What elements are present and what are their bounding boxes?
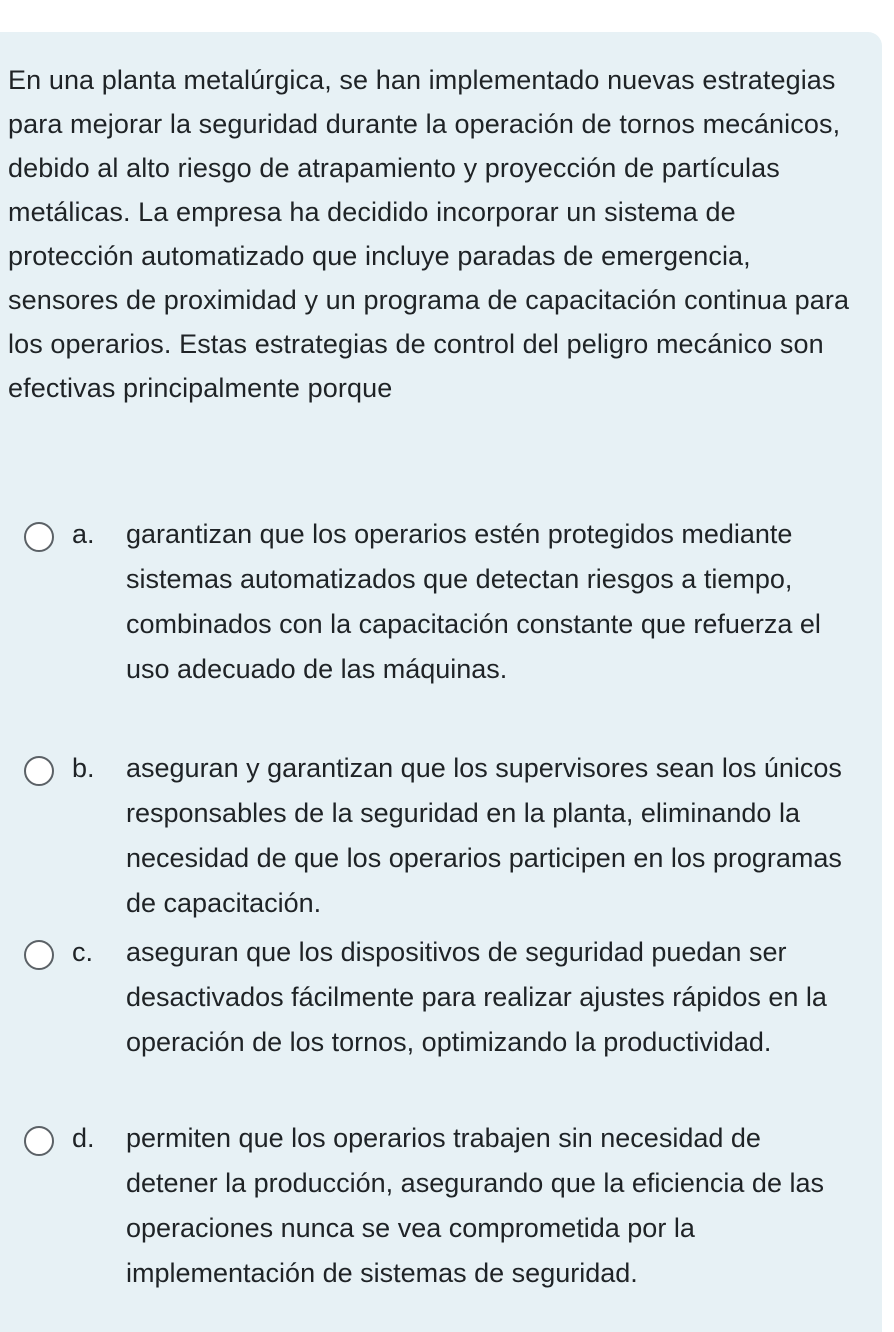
radio-button-c[interactable]	[24, 940, 54, 970]
question-text: En una planta metalúrgica, se han implementado nuevas estrategias para mejorar la seguridad durante la operación de tornos mecánicos, debido al alto riesgo de atrapamiento y proyección de partículas metálicas. La empresa ha decidido incorporar un sistema de protección automatizado que incluye paradas de emergencia, sensores de proximidad y un programa de capacitación continua para los operarios. Estas estrategias de control del peligro mecánico son efectivas principalmente porque	[8, 65, 850, 403]
option-letter-c: c.	[72, 937, 94, 967]
radio-button-a[interactable]	[24, 522, 54, 552]
option-letter-b: b.	[72, 753, 95, 783]
option-text-d[interactable]: permiten que los operarios trabajen sin necesidad de detener la producción, asegurando que la eficiencia de las operaciones nunca se vea comprometida por la implementación de sistemas de seguridad.	[126, 1123, 824, 1288]
option-text-c[interactable]: aseguran que los dispositivos de seguridad puedan ser desactivados fácilmente para realizar ajustes rápidos en la operación de los tornos, optimizando la productividad.	[126, 937, 827, 1057]
radio-button-b[interactable]	[24, 756, 54, 786]
option-letter-d: d.	[72, 1123, 95, 1153]
option-text-b[interactable]: aseguran y garantizan que los supervisores sean los únicos responsables de la seguridad en la planta, eliminando la necesidad de que los operarios participen en los programas de capacitación.	[126, 753, 842, 918]
option-letter-a: a.	[72, 519, 95, 549]
radio-button-d[interactable]	[24, 1126, 54, 1156]
option-text-a[interactable]: garantizan que los operarios estén protegidos mediante sistemas automatizados que detectan riesgos a tiempo, combinados con la capacitación constante que refuerza el uso adecuado de las máquinas.	[126, 519, 821, 684]
